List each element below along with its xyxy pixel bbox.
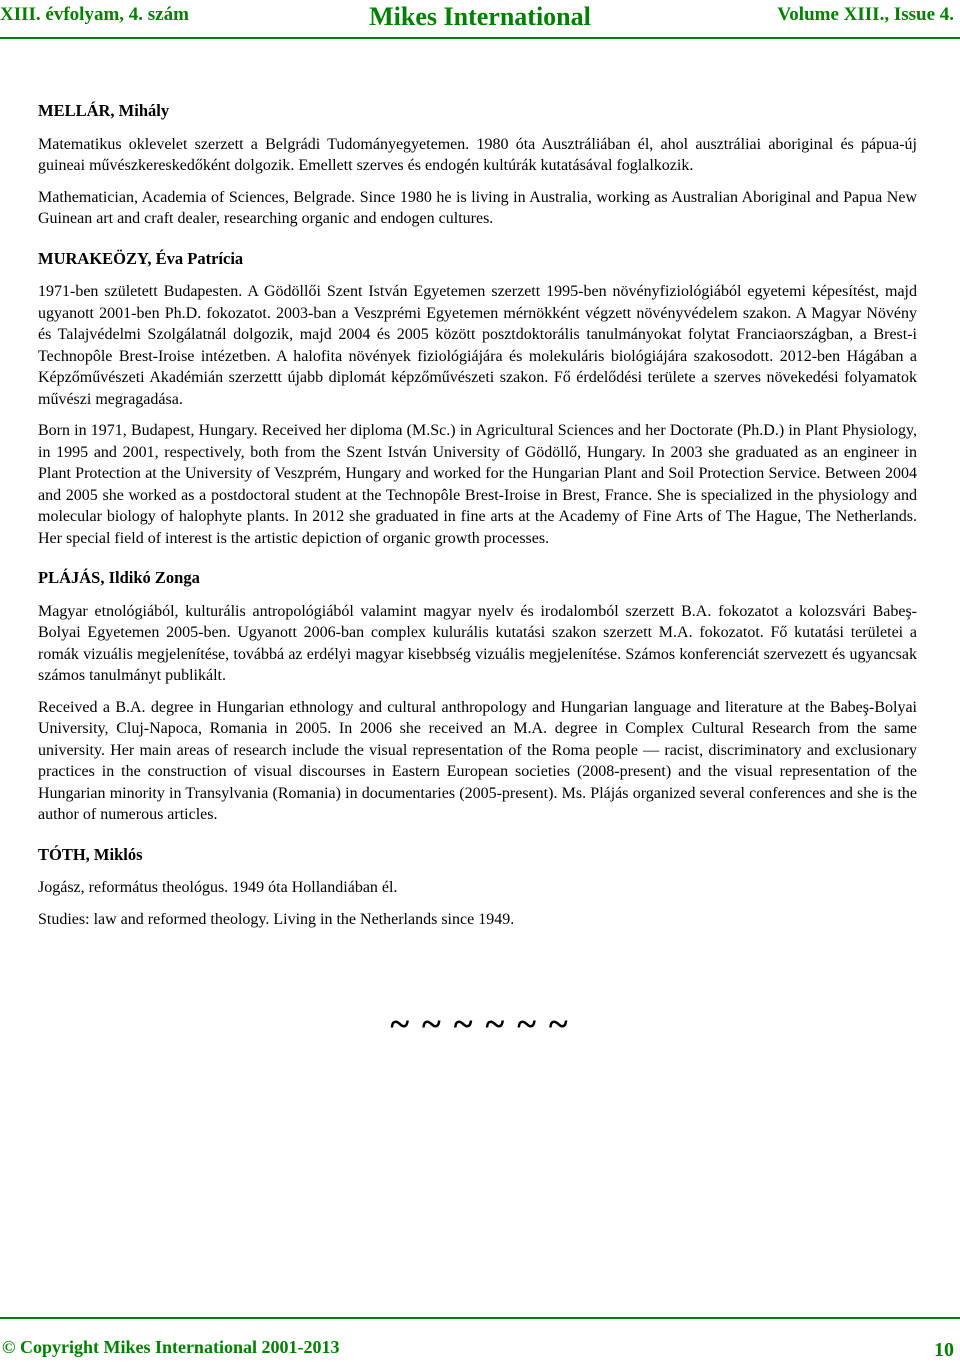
header-issue-hu: XIII. évfolyam, 4. szám xyxy=(0,4,189,25)
bio-toth xyxy=(38,844,917,931)
page-footer xyxy=(0,1335,960,1361)
bio-name: PLÁJÁS, Ildikó Zonga xyxy=(38,568,200,587)
bio-name: MELLÁR, Mihály xyxy=(38,101,170,120)
bio-text-hu: Magyar etnológiából, kulturális antropológiából valamint magyar nyelv és irodalomból szerzett B.A. fokozatot a kolozsvári Babeş-Bolyai Egyetemen 2005-ben. Ugyanott 2006-ban complex kulurális kutatási szakon szerzett M.A. fokozatot. Fő kutatási területei a romák vizuális megjelenítése, továbbá az erdélyi magyar kisebbség vizuális megjelenítése. Számos konferenciát szervezett és ugyancsak számos tanulmányt publikált. xyxy=(38,602,917,684)
bio-name: TÓTH, Miklós xyxy=(38,844,143,864)
bio-text-en: Received a B.A. degree in Hungarian ethnology and cultural anthropology and Hungarian language and literature at the Babeş-Bolyai University, Cluj-Napoca, Romania in 2005. In 2006 she received an M.A. degree in Complex Cultural Research from the same university. Her main areas of research include the visual representation of the Roma people — racist, discriminatory and exclusionary practices in the construction of visual discourses in Eastern European societies (2008-present) and the visual representation of the Hungarian minority in Transylvania (Romania) in documentaries (2005-present). Ms. Plájás organized several conferences and she is the author of numerous articles. xyxy=(38,698,917,823)
header-journal-title: Mikes International xyxy=(369,2,591,31)
bio-murakeozy xyxy=(38,248,917,550)
bio-name: MURAKEÖZY, Éva Patrícia xyxy=(38,248,244,268)
header-rule xyxy=(0,37,960,39)
bio-text-en: Studies: law and reformed theology. Living in the Netherlands since 1949. xyxy=(38,910,515,928)
bio-text-en: Born in 1971, Budapest, Hungary. Received her diploma (M.Sc.) in Agricultural Sciences and her Doctorate (Ph.D.) in Plant Physiology, in 1995 and 2001, respectively, both from the Szent István University of Gödöllő, Hungary. In 2003 she graduated as an engineer in Plant Protection at the University of Veszprém, Hungary and worked for the Hungarian Plant and Soil Protection Service. Between 2004 and 2005 she worked as a postdoctoral student at the Technopôle Brest-Iroise in Brest, France. She is specialized in the physiology and molecular biology of halophyte plants. In 2012 she graduated in fine arts at the Academy of Fine Arts of The Hague, The Netherlands. Her special field of interest is the artistic depiction of organic growth processes. xyxy=(38,422,917,547)
bio-text-hu: Jogász, református theológus. 1949 óta Hollandiában él. xyxy=(38,879,398,896)
bio-list xyxy=(38,100,917,948)
bio-text-en: Mathematician, Academia of Sciences, Belgrade. Since 1980 he is living in Australia, working as Australian Aboriginal and Papua New Guinean art and craft dealer, researching organic and endogen cultures. xyxy=(38,188,917,227)
footer-rule xyxy=(0,1317,960,1319)
bio-plajas xyxy=(38,567,917,826)
header-issue-en: Volume XIII., Issue 4. xyxy=(777,4,954,25)
page-header xyxy=(0,0,960,40)
section-divider: ~ ~ ~ ~ ~ ~ xyxy=(390,1004,570,1044)
footer-copyright: © Copyright Mikes International 2001-2013 xyxy=(2,1337,340,1357)
bio-text-hu: Matematikus oklevelet szerzett a Belgrádi Tudományegyetemen. 1980 óta Ausztráliában él, ahol ausztráliai aboriginal és pápua-új guineai művészkereskedőként dolgozik. Emellett szerves és endogén kultúrák kutatásával foglalkozik. xyxy=(38,135,917,174)
bio-mellar xyxy=(38,100,917,230)
page-number: 10 xyxy=(934,1339,954,1361)
bio-text-hu: 1971-ben született Budapesten. A Gödöllői Szent István Egyetemen szerzett 1995-ben növényfiziológiából egyetemi képesítést, majd ugyanott 2001-ben Ph.D. fokozatot. 2003-ban a Veszprémi Egyetemen mérnökként végzett növényvédelem szakon. A Magyar Növény és Talajvédelmi Szolgálatnál dolgozik, majd 2004 és 2005 között posztdoktorális tanulmányokat folytat Franciaországban, a Brest-i Technopôle Brest-Iroise intézetben. A halofita növények fiziológiájára és molekuláris biológiájára szakosodott. 2012-ben Hágában a Képzőművészeti Akadémián szerzettt újabb diplomát képzőművészeti szakon. Fő érdelődési területe a szerves növekedési folyamatok művészi megragadása. xyxy=(38,283,917,408)
